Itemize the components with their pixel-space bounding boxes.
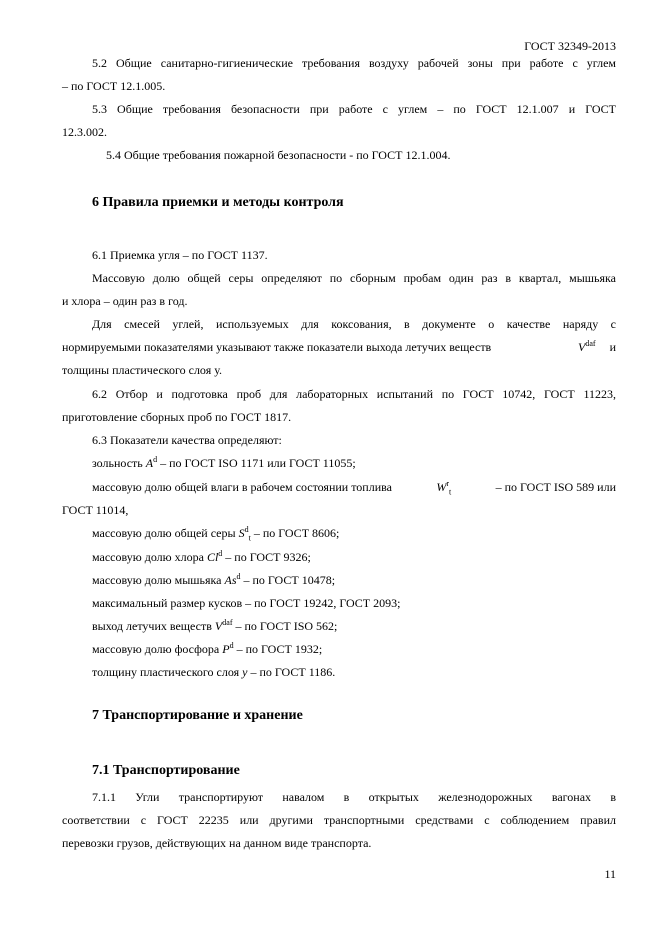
item-plastic-layer: толщину пластического слоя y – по ГОСТ 1186. [92,665,336,679]
paragraph-6-2-line-2: приготовление сборных проб по ГОСТ 1817. [62,410,292,424]
item-volatile: выход летучих веществ $V^{daf}$ – по ГОСТ ISO 562; [92,618,338,633]
paragraph-6-3: 6.3 Показатели качества определяют: [92,433,282,447]
paragraph-7-1-1-line-2: соответствии с ГОСТ 22235 или другими транспортными средствами с соблюдением правил [62,813,616,827]
item-max-size: максимальный размер кусков – по ГОСТ 19242, ГОСТ 2093; [92,596,401,610]
paragraph-6-2-line-1: 6.2 Отбор и подготовка проб для лабораторных испытаний по ГОСТ 10742, ГОСТ 11223, [92,387,616,401]
paragraph-5-2-line-2: – по ГОСТ 12.1.005. [62,79,166,93]
paragraph-7-1-1-line-3: перевозки грузов, действующих на данном виде транспорта. [62,836,372,850]
item-ash: зольность $A^d$ – по ГОСТ ISO 1171 или ГОСТ 11055; [92,455,356,470]
volatile-symbol: $V^{daf}$ [578,339,596,354]
paragraph-5-3-line-2: 12.3.002. [62,125,107,139]
item-moisture-ref: – по ГОСТ ISO 589 или [495,480,616,494]
paragraph-6-1-c-text: нормируемыми показателями указывают также показатели выхода летучих веществ [62,340,492,354]
paragraph-6-1-c-line-3: толщины пластического слоя у. [62,363,223,377]
paragraph-5-2-line-1: 5.2 Общие санитарно-гигиенические требования воздуху рабочей зоны при работе с углем [92,56,616,70]
paragraph-6-1-b-line-1: Массовую долю общей серы определяют по сборным пробам один раз в квартал, мышьяка [92,271,616,285]
paragraph-6-1: 6.1 Приемка угля – по ГОСТ 1137. [92,248,268,262]
paragraph-6-1-c-line-1: Для смесей углей, используемых для коксования, в документе о качестве наряду с [92,317,616,331]
document-code: ГОСТ 32349-2013 [524,39,616,53]
paragraph-6-1-b-line-2: и хлора – один раз в год. [62,294,188,308]
paragraph-6-1-c-line-2 [62,339,616,355]
item-moisture-text: массовую долю общей влаги в рабочем состоянии топлива [92,480,392,494]
item-arsenic: массовую долю мышьяка As$^d$ – по ГОСТ 10478; [92,572,336,587]
subsection-7-1-heading: 7.1 Транспортирование [92,763,240,778]
item-chlorine: массовую долю хлора Cl$^d$ – по ГОСТ 9326; [92,549,311,564]
paragraph-5-4: 5.4 Общие требования пожарной безопасности - по ГОСТ 12.1.004. [106,148,451,162]
section-6-heading: 6 Правила приемки и методы контроля [92,195,344,210]
page-number: 11 [604,867,616,881]
item-moisture-line-2: ГОСТ 11014, [62,503,129,517]
item-sulfur: массовую долю общей серы $S^d_t$ – по ГОСТ 8606; [92,525,340,543]
paragraph-7-1-1-line-1: 7.1.1 Угли транспортируют навалом в открытых железнодорожных вагонах в [92,790,616,804]
paragraph-5-3-line-1: 5.3 Общие требования безопасности при работе с углем – по ГОСТ 12.1.007 и ГОСТ [92,102,616,116]
item-moisture-line-1 [92,479,616,495]
moisture-symbol: $W^r_t$ [436,479,452,497]
item-phosphorus: массовую долю фосфора $P^d$ – по ГОСТ 1932; [92,641,323,656]
paragraph-6-1-c-and: и [609,340,616,354]
section-7-heading: 7 Транспортирование и хранение [92,708,303,723]
